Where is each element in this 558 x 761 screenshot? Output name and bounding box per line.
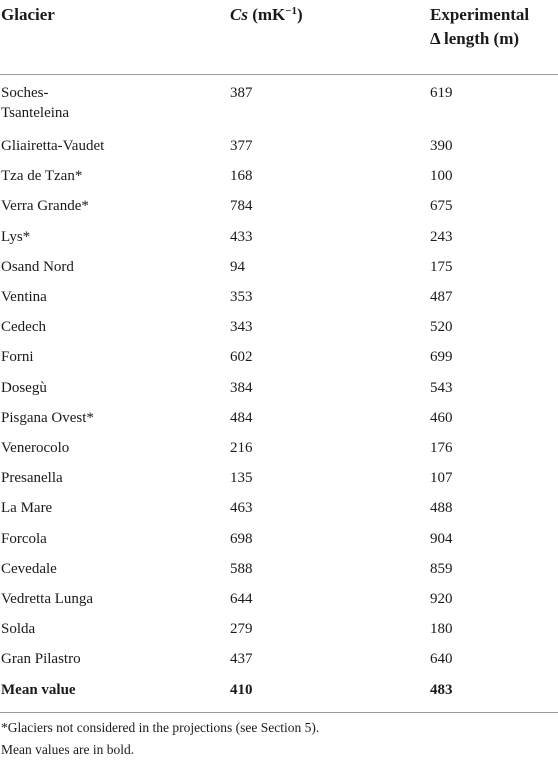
table-row — [0, 227, 558, 249]
glacier-name: Forcola — [1, 530, 47, 547]
table-row — [0, 257, 558, 279]
cs-value: 279 — [230, 621, 253, 638]
length-value: 175 — [430, 258, 453, 275]
cs-value: 644 — [230, 591, 253, 607]
table-row — [0, 589, 558, 611]
table-row — [0, 347, 558, 369]
length-value: 640 — [430, 651, 453, 668]
cs-value: 384 — [230, 379, 253, 396]
header-cs-close: ) — [297, 5, 303, 24]
glacier-name: Cevedale — [1, 560, 57, 577]
table-row — [0, 83, 558, 123]
glacier-name: Solda — [1, 621, 36, 638]
length-value: 390 — [430, 138, 453, 154]
length-value: 460 — [430, 409, 453, 426]
cs-value: 602 — [230, 349, 253, 366]
table-row — [0, 619, 558, 641]
length-value: 699 — [430, 349, 453, 366]
table-row — [0, 408, 558, 430]
length-value: 520 — [430, 319, 453, 336]
cs-value: 343 — [230, 319, 253, 336]
length-value: 243 — [430, 228, 453, 245]
glacier-name: Cedech — [1, 319, 46, 336]
header-cs-symbol: Cs — [230, 5, 248, 24]
glacier-name: Presanella — [1, 470, 63, 487]
mean-row — [0, 680, 558, 702]
table-row — [0, 529, 558, 551]
header-length — [430, 3, 529, 51]
length-value: 488 — [430, 500, 453, 517]
cs-value: 698 — [230, 530, 253, 547]
glacier-name: Gliairetta-Vaudet — [1, 138, 105, 154]
cs-value: 94 — [230, 258, 245, 275]
length-value: 904 — [430, 530, 453, 547]
glacier-name: Venerocolo — [1, 440, 70, 456]
cs-value: 463 — [230, 500, 253, 517]
mean-length: 483 — [430, 681, 453, 698]
table-row — [0, 136, 558, 158]
length-value: 180 — [430, 621, 453, 638]
mean-label: Mean value — [1, 681, 76, 698]
cs-value: 437 — [230, 651, 253, 668]
table-header — [0, 0, 558, 75]
glacier-name-line2: Tsanteleina — [1, 105, 70, 121]
header-cs-unit-exp: −1 — [285, 5, 298, 17]
header-length-line1: Experimental — [430, 5, 530, 24]
length-value: 543 — [430, 379, 453, 396]
length-value: 487 — [430, 289, 453, 305]
length-value: 100 — [430, 168, 453, 185]
glacier-name — [1, 83, 201, 123]
header-cs — [230, 3, 303, 27]
table-row — [0, 287, 558, 309]
glacier-name: Pisgana Ovest* — [1, 409, 94, 426]
cs-value: 353 — [230, 289, 253, 305]
header-length-line2: Δ length (m) — [430, 29, 520, 48]
table-row — [0, 468, 558, 490]
glacier-name: Dosegù — [1, 379, 47, 396]
length-value: 859 — [430, 560, 453, 577]
table-footnotes — [0, 712, 558, 761]
glacier-name: Ventina — [1, 289, 47, 305]
cs-value: 588 — [230, 560, 253, 577]
cs-value: 784 — [230, 198, 253, 215]
table-row — [0, 166, 558, 188]
length-value: 920 — [430, 591, 453, 607]
table-row — [0, 438, 558, 460]
glacier-name: Verra Grande* — [1, 198, 89, 215]
cs-value: 387 — [230, 85, 253, 101]
header-cs-unit: (mK — [252, 5, 286, 24]
table-row — [0, 498, 558, 520]
table-row — [0, 196, 558, 218]
length-value: 675 — [430, 198, 453, 215]
length-value: 107 — [430, 470, 453, 487]
table-row — [0, 559, 558, 581]
cs-value: 377 — [230, 138, 253, 154]
cs-value: 168 — [230, 168, 253, 185]
glacier-name: Vedretta Lunga — [1, 591, 94, 607]
footnote-excluded: *Glaciers not considered in the projections (see Section 5). — [1, 720, 320, 735]
glacier-name-line1: Soches- — [1, 85, 49, 101]
table-row — [0, 378, 558, 400]
length-value: 619 — [430, 85, 453, 101]
length-value: 176 — [430, 440, 453, 456]
glacier-name: Osand Nord — [1, 258, 74, 275]
glacier-name: Tza de Tzan* — [1, 168, 83, 185]
cs-value: 216 — [230, 440, 253, 456]
glacier-name: Forni — [1, 349, 34, 366]
glacier-name: Gran Pilastro — [1, 651, 81, 668]
glacier-name: La Mare — [1, 500, 53, 517]
header-glacier: Glacier — [1, 5, 55, 24]
glacier-name: Lys* — [1, 228, 31, 245]
table-row — [0, 649, 558, 671]
footnote-bold: Mean values are in bold. — [1, 742, 135, 757]
cs-value: 433 — [230, 228, 253, 245]
cs-value: 135 — [230, 470, 253, 487]
table-row — [0, 317, 558, 339]
cs-value: 484 — [230, 409, 253, 426]
mean-cs: 410 — [230, 681, 253, 698]
